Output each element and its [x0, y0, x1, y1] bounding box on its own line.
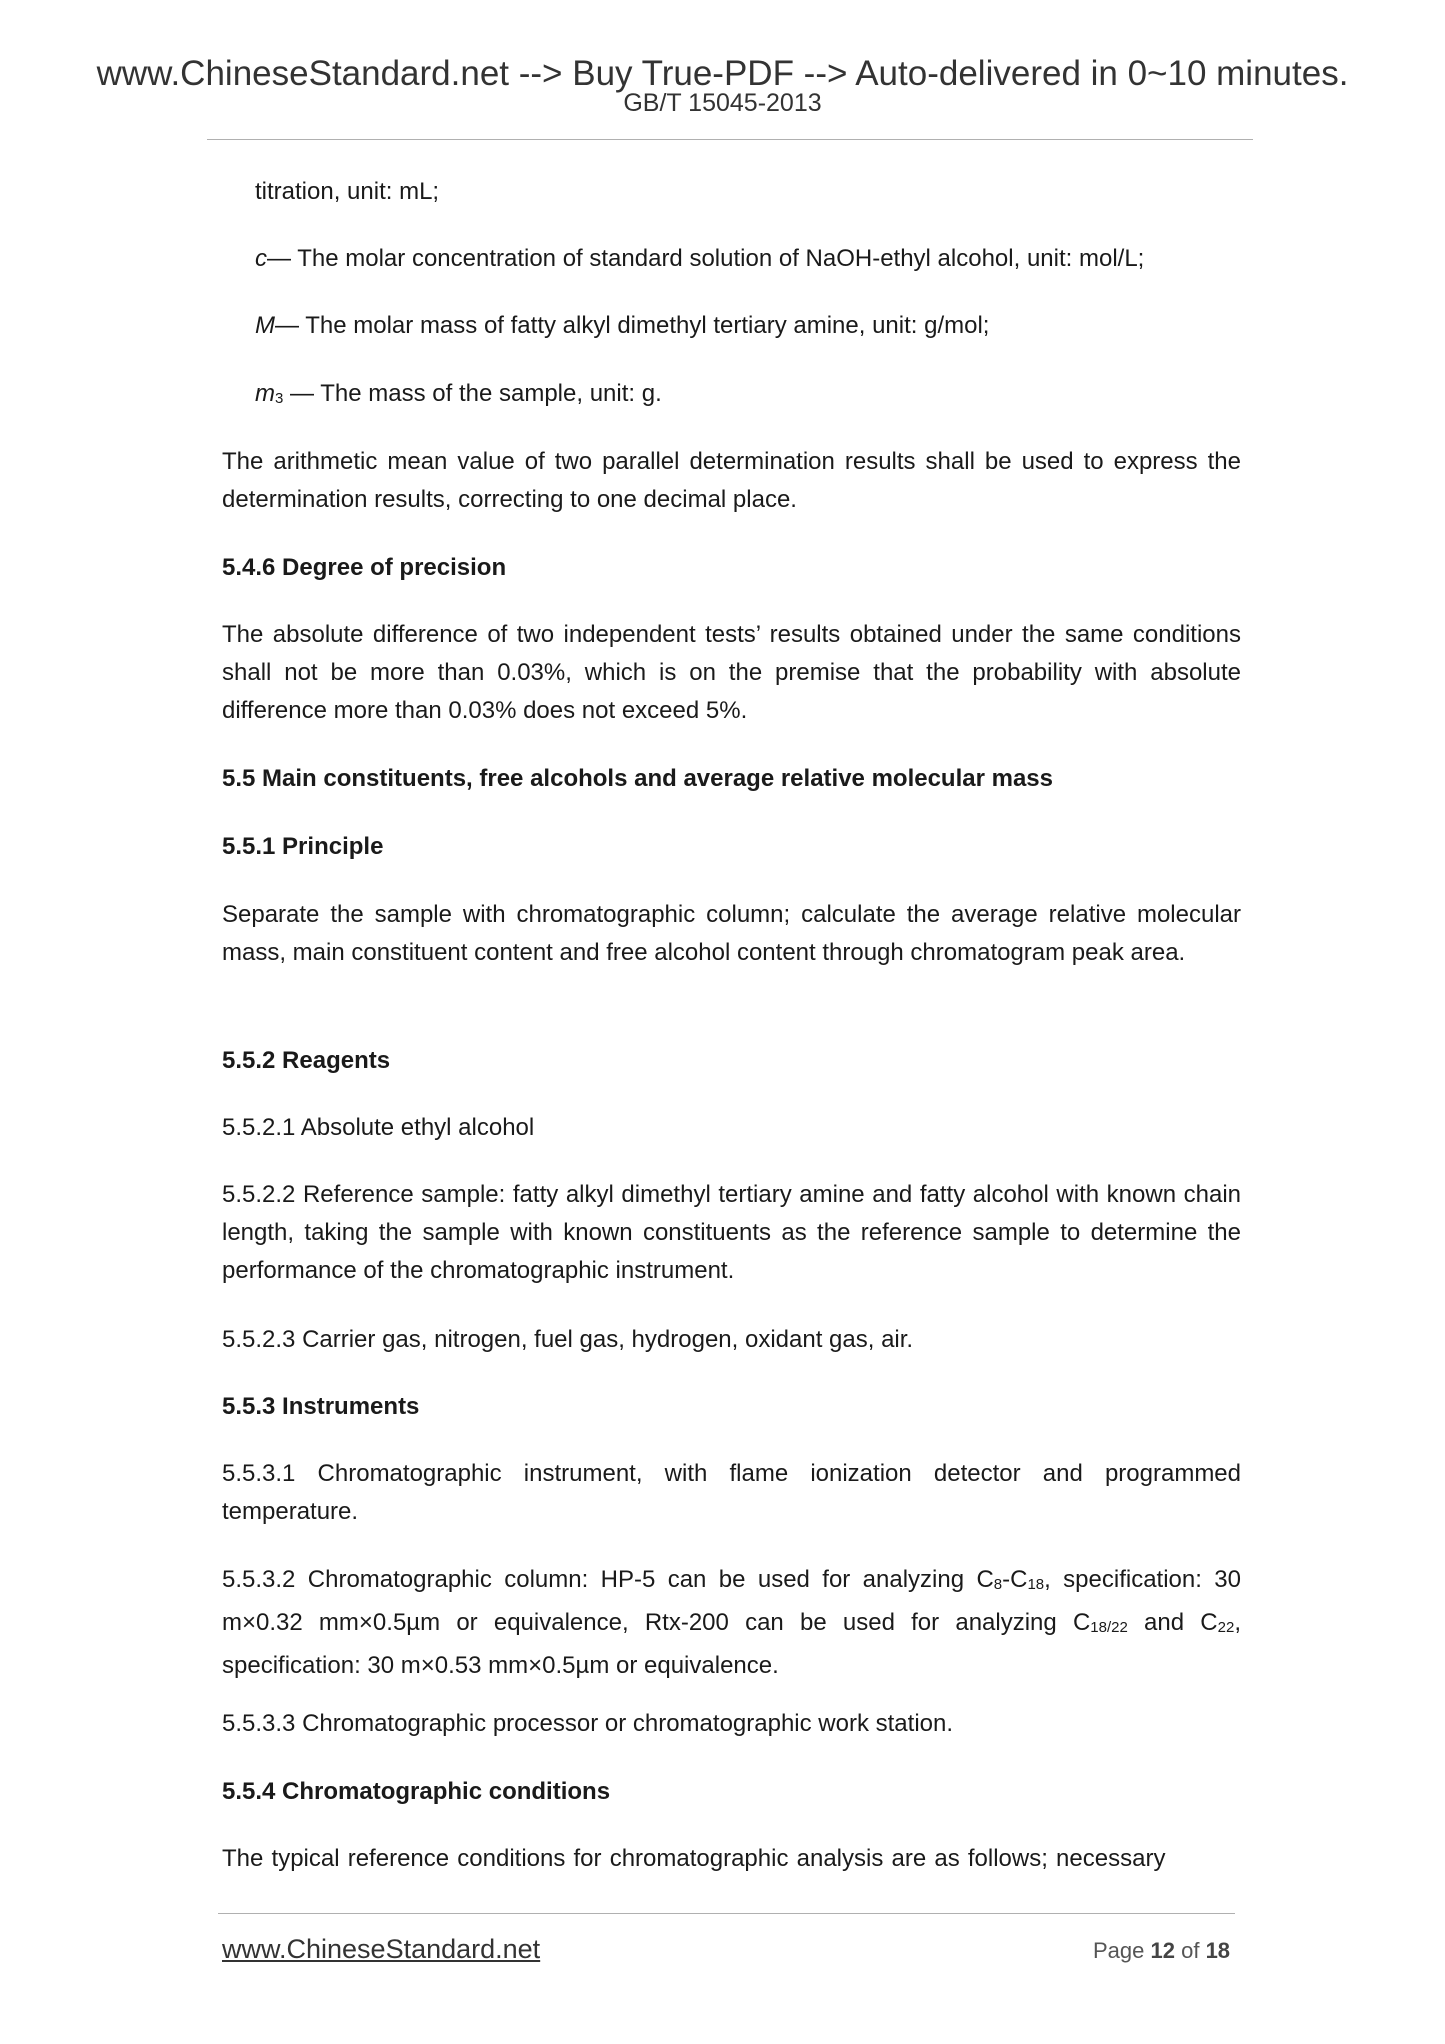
heading-5-5-3: 5.5.3 Instruments [222, 1393, 420, 1420]
symbol-c: c [255, 245, 267, 272]
instrument-5-5-3-1: 5.5.3.1 Chromatographic instrument, with flame ionization detector and programmed temperature. [222, 1460, 1241, 1525]
c-definition-text: — The molar concentration of standard solution of NaOH-ethyl alcohol, unit: mol/L; [267, 245, 1145, 272]
instrument-5-5-3-2 [222, 1561, 1241, 1685]
page-number: 12 [1150, 1938, 1175, 1963]
symbol-M: M [255, 312, 275, 339]
i5532-text-3: , specification: 30 m×0.32 mm×0.5µm or equivalence, Rtx-200 can be used for analyzing C [222, 1566, 1241, 1636]
instrument-5-5-3-3: 5.5.3.3 Chromatographic processor or chromatographic work station. [222, 1710, 954, 1737]
i5532-text-5: , specification: 30 m×0.53 mm×0.5µm or equivalence. [222, 1609, 1241, 1679]
symbol-m: m [255, 380, 275, 407]
footer-divider [218, 1913, 1235, 1914]
page-label: Page [1093, 1938, 1151, 1963]
symbol-m-subscript: 3 [275, 390, 284, 407]
precision-paragraph: The absolute difference of two independent tests’ results obtained under the same conditions shall not be more than 0.03%, which is on the premise that the probability with absolute difference more than 0.03% does not exceed 5%. [222, 621, 1241, 724]
v-definition-tail: titration, unit: mL; [255, 178, 440, 205]
m3-definition [255, 375, 1241, 418]
page-of-label: of [1174, 1938, 1206, 1963]
reagent-5-5-2-3: 5.5.2.3 Carrier gas, nitrogen, fuel gas, hydrogen, oxidant gas, air. [222, 1326, 914, 1353]
heading-5-5-1: 5.5.1 Principle [222, 833, 384, 860]
heading-5-4-6: 5.4.6 Degree of precision [222, 554, 507, 581]
m3-definition-text: — The mass of the sample, unit: g. [283, 380, 662, 407]
reagent-5-5-2-1: 5.5.2.1 Absolute ethyl alcohol [222, 1114, 535, 1141]
i5532-text-4: and C [1127, 1609, 1218, 1636]
M-definition-text: — The molar mass of fatty alkyl dimethyl tertiary amine, unit: g/mol; [275, 312, 990, 339]
M-definition [255, 307, 1241, 345]
i5532-sub-1: 8 [993, 1576, 1003, 1593]
page-total: 18 [1205, 1938, 1231, 1963]
i5532-sub-4: 22 [1217, 1619, 1235, 1636]
heading-5-5-4: 5.5.4 Chromatographic conditions [222, 1778, 611, 1805]
page-indicator [1093, 1938, 1230, 1964]
standard-number: GB/T 15045-2013 [623, 89, 822, 117]
conditions-paragraph: The typical reference conditions for chromatographic analysis are as follows; necessary [222, 1845, 1166, 1872]
heading-5-5-2: 5.5.2 Reagents [222, 1047, 391, 1074]
i5532-text-2: -C [1002, 1566, 1028, 1593]
heading-5-5: 5.5 Main constituents, free alcohols and average relative molecular mass [222, 765, 1053, 792]
i5532-text-1: 5.5.3.2 Chromatographic column: HP-5 can be used for analyzing C [222, 1566, 994, 1593]
i5532-sub-2: 18 [1027, 1576, 1045, 1593]
i5532-sub-3: 18/22 [1090, 1619, 1128, 1636]
mean-value-paragraph: The arithmetic mean value of two parallel determination results shall be used to express the determination results, correcting to one decimal place. [222, 448, 1241, 513]
footer-site-link[interactable]: www.ChineseStandard.net [222, 1934, 541, 1964]
reagent-5-5-2-2: 5.5.2.2 Reference sample: fatty alkyl dimethyl tertiary amine and fatty alcohol with known chain length, taking the sample with known constituents as the reference sample to determine the performance of the chromatographic instrument. [222, 1181, 1241, 1284]
header-divider [207, 139, 1253, 140]
principle-paragraph: Separate the sample with chromatographic column; calculate the average relative molecular mass, main constituent content and free alcohol content through chromatogram peak area. [222, 901, 1241, 966]
c-definition [255, 240, 1241, 278]
top-banner-link[interactable]: www.ChineseStandard.net --> Buy True-PDF --> Auto-delivered in 0~10 minutes. [96, 54, 1349, 93]
